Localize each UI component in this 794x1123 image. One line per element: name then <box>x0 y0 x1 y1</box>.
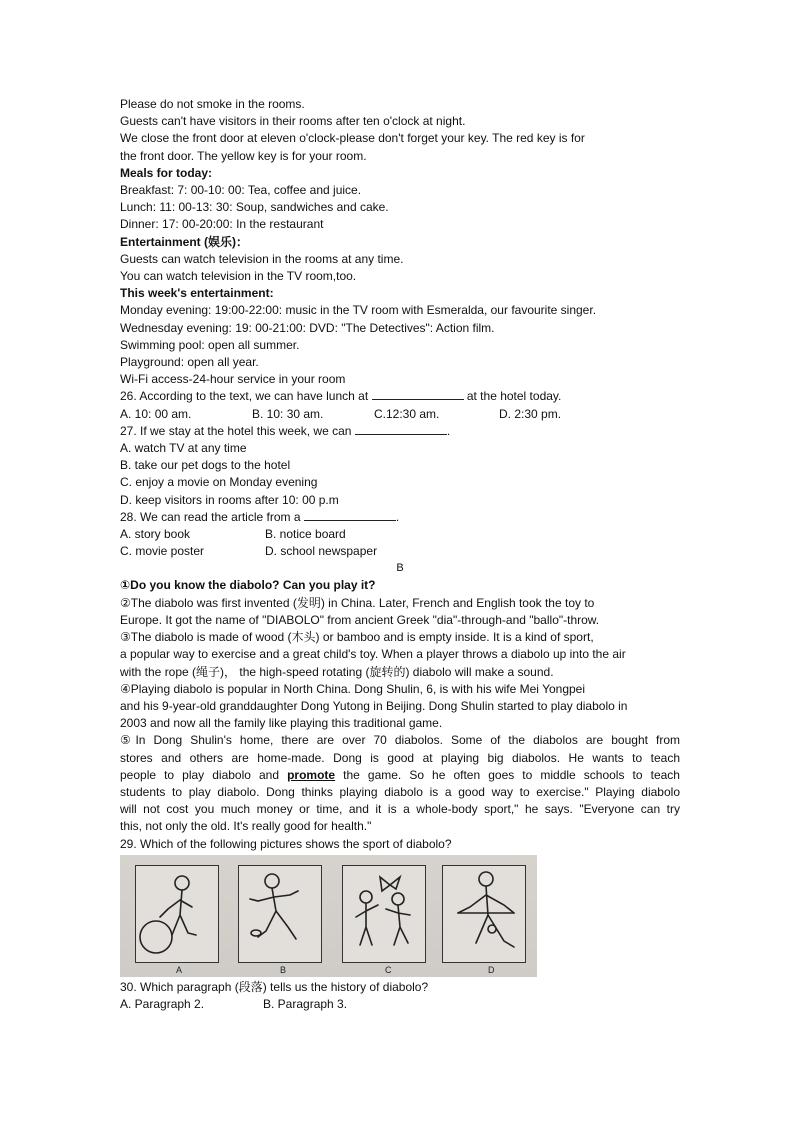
question-stem <box>120 388 680 405</box>
stem-text: 28. We can read the article from a <box>120 509 301 524</box>
stem-text: . <box>395 509 400 524</box>
sketch-illustrations <box>120 855 537 977</box>
paragraph-5-line: ⑤In Dong Shulin's home, there are over 70 diabolos. Some of the diabolos are bought from <box>120 733 680 748</box>
text: the game. So he often goes to middle schools to teach <box>343 767 680 782</box>
paragraph-3-line: ③The diabolo is made of wood (木头) or bamboo and is empty inside. It is a kind of sport, <box>120 630 594 645</box>
option-c[interactable]: C. enjoy a movie on Monday evening <box>120 475 318 490</box>
notice-line: Wi-Fi access-24-hour service in your room <box>120 372 346 387</box>
options-row <box>120 526 680 543</box>
picture-d-sketch <box>458 872 514 947</box>
option-b[interactable]: B. take our pet dogs to the hotel <box>120 458 291 473</box>
notice-heading: This week's entertainment: <box>120 286 274 301</box>
question-stem <box>120 423 680 440</box>
picture-label-b: B <box>280 964 287 975</box>
notice-line: Breakfast: 7: 00-10: 00: Tea, coffee and juice. <box>120 183 362 198</box>
notice-heading: Entertainment (娱乐)： <box>120 234 249 249</box>
picture-a-sketch <box>140 876 196 953</box>
notice-line: Wednesday evening: 19: 00-21:00: DVD: "The Detectives": Action film. <box>120 320 495 335</box>
picture-label-d: D <box>488 964 495 975</box>
option-a[interactable]: A. story book <box>120 527 191 542</box>
notice-line: the front door. The yellow key is for your room. <box>120 148 367 163</box>
picture-c-sketch <box>356 877 410 945</box>
options-row <box>120 406 680 423</box>
answer-blank[interactable] <box>355 423 447 435</box>
question-29 <box>120 836 680 977</box>
stem-text: . <box>446 423 451 438</box>
paragraph-2-line: Europe. It got the name of "DIABOLO" from ancient Greek "dia"-through-and "ballo"-throw. <box>120 612 600 627</box>
answer-blank[interactable] <box>304 509 396 521</box>
text: people to play diabolo and <box>120 767 280 782</box>
question-30 <box>120 979 680 1013</box>
section-heading: B <box>396 562 404 575</box>
option-d[interactable]: D. keep visitors in rooms after 10: 00 p.m <box>120 492 339 507</box>
picture-label-a: A <box>176 964 183 975</box>
question-27 <box>120 423 680 509</box>
worksheet-page <box>120 96 680 1013</box>
question-28 <box>120 509 680 561</box>
paragraph-3-line: a popular way to exercise and a great child's toy. When a player throws a diabolo up into the air <box>120 647 626 662</box>
question-stem: 29. Which of the following pictures shows the sport of diabolo? <box>120 836 452 851</box>
paragraph-4-line: and his 9-year-old granddaughter Dong Yutong in Beijing. Dong Shulin started to play diabolo in <box>120 698 628 713</box>
paragraph-5-line: stores and others are home-made. Dong is good at playing big diabolos. He wants to teach <box>120 750 680 765</box>
diabolo-passage <box>120 577 680 835</box>
notice-heading: Meals for today: <box>120 165 213 180</box>
picture-label-c: C <box>385 964 392 975</box>
paragraph-5-line: students to play diabolo. Dong thinks playing diabolo is a good way to exercise." Playing diabolo <box>120 784 680 799</box>
option-c[interactable]: C.12:30 am. <box>374 406 440 421</box>
option-b[interactable]: B. Paragraph 3. <box>263 996 348 1011</box>
option-b[interactable]: B. 10: 30 am. <box>252 406 324 421</box>
notice-line: Monday evening: 19:00-22:00: music in the TV room with Esmeralda, our favourite singer. <box>120 303 597 318</box>
notice-line: Guests can't have visitors in their rooms after ten o'clock at night. <box>120 114 466 129</box>
options-row <box>120 543 680 560</box>
paragraph-4-line: ④Playing diabolo is popular in North China. Dong Shulin, 6, is with his wife Mei Yongpei <box>120 681 586 696</box>
notice-line: Playground: open all year. <box>120 355 259 370</box>
option-a[interactable]: A. watch TV at any time <box>120 441 247 456</box>
stem-text: 26. According to the text, we can have lunch at <box>120 389 369 404</box>
option-b[interactable]: B. notice board <box>265 527 346 542</box>
paragraph-3-line: with the rope (绳子)， the high-speed rotating (旋转的) diabolo will make a sound. <box>120 664 554 679</box>
stem-text: 27. If we stay at the hotel this week, we can <box>120 423 352 438</box>
option-d[interactable]: D. 2:30 pm. <box>499 406 562 421</box>
picture-b-sketch <box>250 874 298 939</box>
paragraph-5-line <box>120 767 680 784</box>
question-stem <box>120 509 680 526</box>
paragraph-2-line: ②The diabolo was first invented (发明) in China. Later, French and English took the toy to <box>120 595 595 610</box>
paragraph-5-line: this, not only the old. It's really good for health." <box>120 819 372 834</box>
notice-line: Lunch: 11: 00-13: 30: Soup, sandwiches and cake. <box>120 200 389 215</box>
options-row <box>120 996 680 1013</box>
answer-blank[interactable] <box>372 388 464 400</box>
underlined-word: promote <box>287 767 336 782</box>
paragraph-5-line: will not cost you much money or time, and it is a whole-body sport," he says. "Everyone can try <box>120 802 680 817</box>
option-c[interactable]: C. movie poster <box>120 544 205 559</box>
question-26 <box>120 388 680 422</box>
notice-line: We close the front door at eleven o'clock-please don't forget your key. The red key is for <box>120 131 585 146</box>
option-a[interactable]: A. Paragraph 2. <box>120 996 205 1011</box>
notice-line: Dinner: 17: 00-20:00: In the restaurant <box>120 217 324 232</box>
paragraph-4-line: 2003 and now all the family like playing this traditional game. <box>120 716 443 731</box>
notice-line: Guests can watch television in the rooms at any time. <box>120 251 404 266</box>
hotel-notice <box>120 96 680 388</box>
picture-options <box>120 855 537 977</box>
stem-text: at the hotel today. <box>466 389 562 404</box>
paragraph-1: ①Do you know the diabolo? Can you play it? <box>120 578 376 593</box>
question-stem: 30. Which paragraph (段落) tells us the history of diabolo? <box>120 979 429 994</box>
option-d[interactable]: D. school newspaper <box>265 544 378 559</box>
notice-line: Please do not smoke in the rooms. <box>120 97 305 111</box>
notice-line: Swimming pool: open all summer. <box>120 337 300 352</box>
notice-line: You can watch television in the TV room,too. <box>120 269 357 284</box>
option-a[interactable]: A. 10: 00 am. <box>120 406 192 421</box>
